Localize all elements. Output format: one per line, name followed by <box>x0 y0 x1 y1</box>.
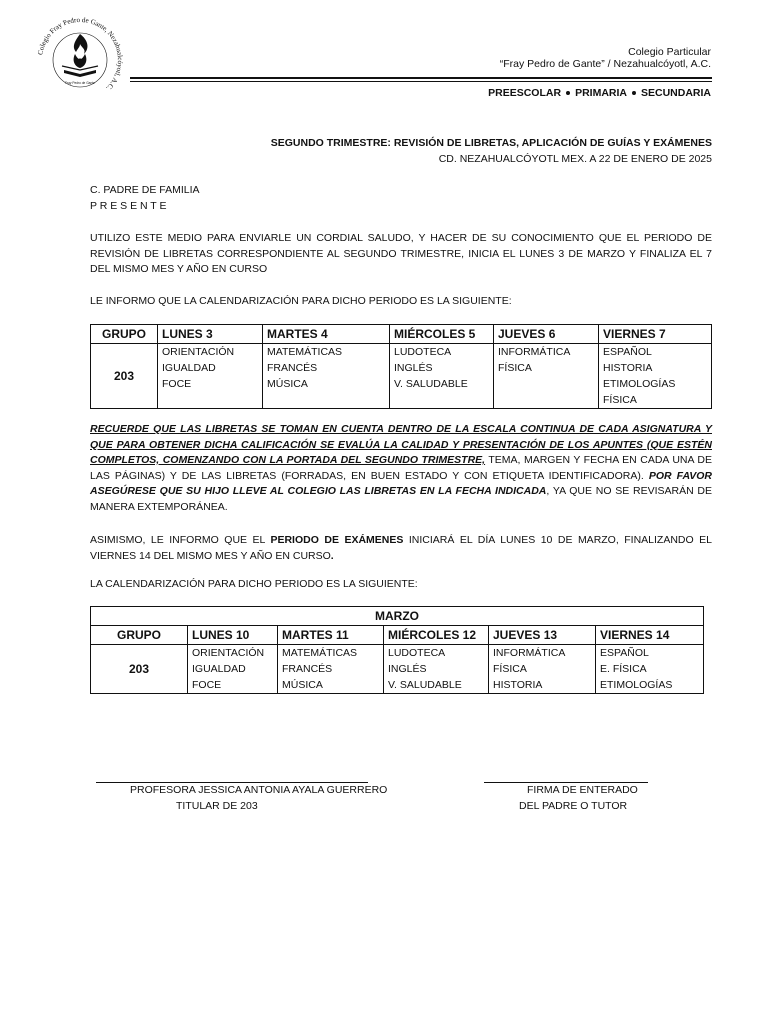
subject-item: FRANCÉS <box>282 663 333 675</box>
subject-item: INFORMÁTICA <box>498 346 571 358</box>
teacher-title: TITULAR DE 203 <box>176 800 258 812</box>
school-name <box>500 46 711 70</box>
seal-text: Colegio Fray Pedro de Gante, Nezahualcóyotl, A.C. <box>36 15 125 93</box>
calendar-intro-2: LA CALENDARIZACIÓN PARA DICHO PERIODO ES LA SIGUIENTE: <box>90 578 418 590</box>
subjects-cell <box>384 645 489 694</box>
level-primaria: PRIMARIA <box>575 87 627 99</box>
subject-item: V. SALUDABLE <box>388 679 462 691</box>
group-cell: 203 <box>91 344 158 409</box>
subjects-cell <box>489 645 596 694</box>
subjects-cell <box>390 344 494 409</box>
subject-item: LUDOTECA <box>394 346 452 358</box>
table-row <box>91 645 704 694</box>
header-rule-thin <box>130 81 712 82</box>
table-row <box>91 344 712 409</box>
exams-paragraph <box>90 533 712 564</box>
subject-item: MATEMÁTICAS <box>282 647 358 659</box>
subject-item: IGUALDAD <box>192 663 246 675</box>
subject-item: INGLÉS <box>388 663 427 675</box>
reminder-emphasis: RECUERDE QUE LAS LIBRETAS SE TOMAN EN CUENTA DENTRO DE LA ESCALA CONTINUA DE CADA ASIGNATURA Y QUE PARA OBTENER DICHA CALIFICACIÓN SE EVALÚA LA CALIDAD Y PRESENTACIÓN DE LOS APUNTES (QUE ESTÉN COMPLETOS, COMENZANDO CON LA PORTADA DEL SEGUNDO TRIMESTRE, <box>90 423 712 466</box>
subject-item: LUDOTECA <box>388 647 446 659</box>
header-grupo: GRUPO <box>91 626 188 645</box>
header-day: VIERNES 14 <box>596 626 704 645</box>
subject-item: ORIENTACIÓN <box>162 346 235 358</box>
subjects-cell <box>596 645 704 694</box>
subjects-cell <box>263 344 390 409</box>
subject-item: FÍSICA <box>493 663 527 675</box>
subject-item: HISTORIA <box>603 362 653 374</box>
subjects-cell <box>278 645 384 694</box>
group-cell: 203 <box>91 645 188 694</box>
table-month-row <box>91 607 704 626</box>
exams-schedule-table <box>90 606 704 694</box>
table-header-row <box>91 325 712 344</box>
table-header-row <box>91 626 704 645</box>
header-grupo: GRUPO <box>91 325 158 344</box>
reminder-paragraph <box>90 422 712 515</box>
school-line2: “Fray Pedro de Gante” / Nezahualcóyotl, A.C. <box>499 58 711 70</box>
subjects-cell <box>188 645 278 694</box>
place-date: CD. NEZAHUALCÓYOTL MEX. A 22 DE ENERO DE 2025 <box>438 153 712 165</box>
reminder-text-end: , YA QUE NO SE REVISARÁN DE MANERA EXTEMPORÁNEA. <box>90 485 712 513</box>
parent-signature-label: FIRMA DE ENTERADO <box>527 784 638 796</box>
header-day: JUEVES 6 <box>494 325 599 344</box>
subject-item: INFORMÁTICA <box>493 647 566 659</box>
school-line1: Colegio Particular <box>628 46 711 58</box>
header-day: LUNES 3 <box>158 325 263 344</box>
subject-item: E. FÍSICA <box>600 663 647 675</box>
subject-item: FOCE <box>162 378 192 390</box>
subject-item: MÚSICA <box>267 378 308 390</box>
header-day: JUEVES 13 <box>489 626 596 645</box>
subject-item: INGLÉS <box>394 362 433 374</box>
exams-text-end: INICIARÁ EL DÍA LUNES 10 DE MARZO, FINALIZANDO EL VIERNES 14 DEL MISMO MES Y AÑO EN CURSO <box>90 534 713 562</box>
libretas-schedule-table <box>90 324 712 409</box>
letter-subject: SEGUNDO TRIMESTRE: REVISIÓN DE LIBRETAS, APLICACIÓN DE GUÍAS Y EXÁMENES <box>270 137 712 149</box>
reminder-text: TEMA, MARGEN Y FECHA EN CADA UNA DE LAS PÁGINAS) Y DE LAS LIBRETAS (FORRADAS, EN BUEN ESTADO Y CON ETIQUETA IDENTIFICADORA). <box>90 454 712 482</box>
subject-item: V. SALUDABLE <box>394 378 468 390</box>
subject-item: FÍSICA <box>603 394 637 406</box>
subject-item: ESPAÑOL <box>603 346 652 358</box>
header-day: VIERNES 7 <box>599 325 712 344</box>
subject-item: HISTORIA <box>493 679 543 691</box>
subjects-cell <box>494 344 599 409</box>
header-rule-thick <box>130 77 712 79</box>
header-day: MARTES 4 <box>263 325 390 344</box>
teacher-name: PROFESORA JESSICA ANTONIA AYALA GUERRERO <box>130 784 388 796</box>
subjects-cell <box>158 344 263 409</box>
level-secundaria: SECUNDARIA <box>640 87 711 99</box>
bullet-dot-icon <box>632 91 636 95</box>
seal-inner-text: Fray Pedro de Gante <box>65 81 95 85</box>
exams-text: ASIMISMO, LE INFORMO QUE EL <box>90 534 271 546</box>
month-header: MARZO <box>91 607 704 626</box>
subject-item: MATEMÁTICAS <box>267 346 343 358</box>
header-day: MIÉRCOLES 12 <box>384 626 489 645</box>
subject-item: ESPAÑOL <box>600 647 649 659</box>
subject-item: ETIMOLOGÍAS <box>600 679 673 691</box>
calendar-intro: LE INFORMO QUE LA CALENDARIZACIÓN PARA DICHO PERIODO ES LA SIGUIENTE: <box>90 295 512 307</box>
subject-item: FÍSICA <box>498 362 532 374</box>
exams-period: . <box>330 549 334 562</box>
header-day: LUNES 10 <box>188 626 278 645</box>
header-day: MIÉRCOLES 5 <box>390 325 494 344</box>
parent-signature-label-2: DEL PADRE O TUTOR <box>519 800 628 812</box>
level-preescolar: PREESCOLAR <box>488 87 562 99</box>
recipient <box>90 183 200 214</box>
subject-item: FRANCÉS <box>267 362 318 374</box>
recipient-line1: C. PADRE DE FAMILIA <box>90 184 200 196</box>
bullet-dot-icon <box>566 91 570 95</box>
school-seal-logo <box>34 14 126 106</box>
school-levels <box>488 87 711 99</box>
intro-paragraph: UTILIZO ESTE MEDIO PARA ENVIARLE UN CORDIAL SALUDO, Y HACER DE SU CONOCIMIENTO QUE EL PERIODO DE REVISIÓN DE LIBRETAS CORRESPONDIENTE AL SEGUNDO TRIMESTRE, INICIA EL LUNES 3 DE MARZO Y FINALIZA EL 7 DEL MISMO MES Y AÑO EN CURSO <box>90 232 712 275</box>
subject-item: MÚSICA <box>282 679 323 691</box>
subject-item: ORIENTACIÓN <box>192 647 265 659</box>
subject-item: IGUALDAD <box>162 362 216 374</box>
recipient-line2: P R E S E N T E <box>90 199 167 212</box>
exams-bold: PERIODO DE EXÁMENES <box>270 534 404 546</box>
subject-item: FOCE <box>192 679 222 691</box>
subject-item: ETIMOLOGÍAS <box>603 378 676 390</box>
reminder-warning: POR FAVOR ASEGÚRESE QUE SU HIJO LLEVE AL COLEGIO LAS LIBRETAS EN LA FECHA INDICADA <box>90 469 713 497</box>
subjects-cell <box>599 344 712 409</box>
header-day: MARTES 11 <box>278 626 384 645</box>
